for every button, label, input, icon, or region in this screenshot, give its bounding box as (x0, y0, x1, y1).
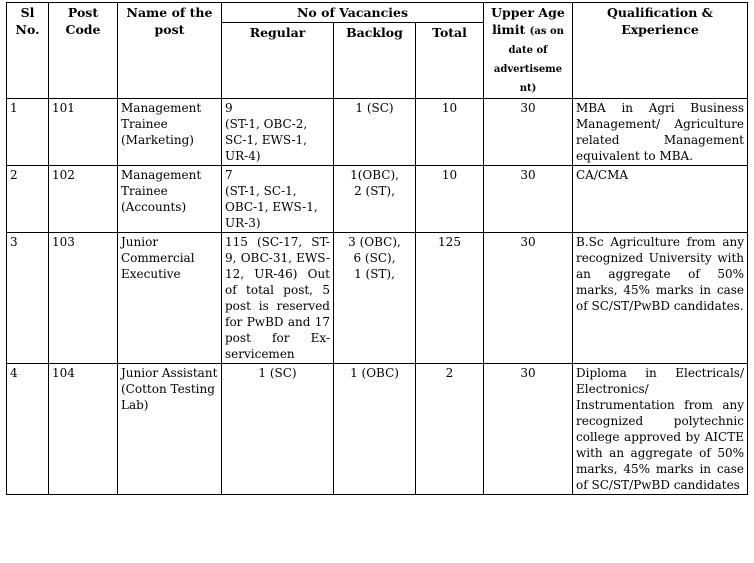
cell-regular: 115 (SC-17, ST-9, OBC-31, EWS-12, UR-46) Out of total post, 5 post is reserved for PwBD and 17 post for Ex-servicemen (222, 233, 334, 364)
cell-backlog: 1(OBC), 2 (ST), (334, 166, 416, 233)
cell-post-code: 103 (49, 233, 118, 364)
cell-backlog: 1 (SC) (334, 99, 416, 166)
cell-qualification: Diploma in Electricals/ Electronics/ Instrumentation from any recognized polytechnic college approved by AICTE with an aggregate of 50% marks, 45% marks in case of SC/ST/PwBD candidates (573, 364, 748, 495)
header-upper-age-main: Upper Age limit (491, 5, 565, 37)
cell-total: 125 (416, 233, 484, 364)
cell-regular: 7 (ST-1, SC-1, OBC-1, EWS-1, UR-3) (222, 166, 334, 233)
cell-sl: 3 (7, 233, 49, 364)
cell-age: 30 (484, 233, 573, 364)
cell-regular: 1 (SC) (222, 364, 334, 495)
table-row (7, 166, 748, 233)
cell-age: 30 (484, 166, 573, 233)
header-qualification: Qualification & Experience (573, 3, 748, 99)
cell-post-name: Management Trainee (Marketing) (118, 99, 222, 166)
cell-post-name: Junior Commercial Executive (118, 233, 222, 364)
header-total: Total (416, 23, 484, 99)
table-row (7, 364, 748, 495)
header-backlog: Backlog (334, 23, 416, 99)
cell-backlog: 3 (OBC), 6 (SC), 1 (ST), (334, 233, 416, 364)
cell-total: 2 (416, 364, 484, 495)
cell-post-code: 101 (49, 99, 118, 166)
cell-post-code: 104 (49, 364, 118, 495)
table-row (7, 233, 748, 364)
cell-post-name: Management Trainee (Accounts) (118, 166, 222, 233)
table-row (7, 99, 748, 166)
cell-age: 30 (484, 99, 573, 166)
cell-backlog: 1 (OBC) (334, 364, 416, 495)
header-upper-age-limit (484, 3, 573, 99)
cell-sl: 4 (7, 364, 49, 495)
header-sl: Sl No. (7, 3, 49, 99)
cell-age: 30 (484, 364, 573, 495)
cell-qualification: MBA in Agri Business Management/ Agriculture related Management equivalent to MBA. (573, 99, 748, 166)
header-upper-age-note: (as on date of advertiseme nt) (493, 26, 564, 94)
cell-total: 10 (416, 166, 484, 233)
cell-sl: 2 (7, 166, 49, 233)
header-post-code: Post Code (49, 3, 118, 99)
cell-total: 10 (416, 99, 484, 166)
header-no-of-vacancies: No of Vacancies (222, 3, 484, 23)
cell-post-name: Junior Assistant (Cotton Testing Lab) (118, 364, 222, 495)
vacancy-table (6, 2, 748, 495)
header-regular: Regular (222, 23, 334, 99)
cell-regular: 9 (ST-1, OBC-2, SC-1, EWS-1, UR-4) (222, 99, 334, 166)
cell-qualification: B.Sc Agriculture from any recognized University with an aggregate of 50% marks, 45% marks in case of SC/ST/PwBD candidates. (573, 233, 748, 364)
header-name-of-post: Name of the post (118, 3, 222, 99)
cell-sl: 1 (7, 99, 49, 166)
cell-qualification: CA/CMA (573, 166, 748, 233)
cell-post-code: 102 (49, 166, 118, 233)
